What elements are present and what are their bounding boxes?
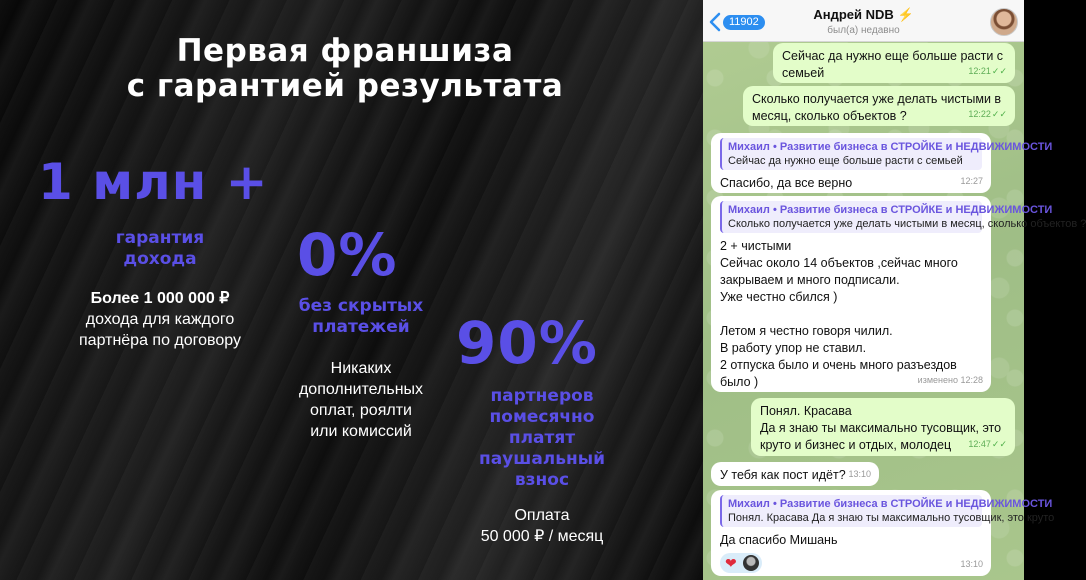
message-text: Да спасибо Мишань [720, 533, 838, 547]
stat-2-value: 0% [297, 221, 398, 289]
message-incoming[interactable] [711, 133, 1053, 193]
contact-name: Андрей NDB [813, 7, 894, 22]
stat-1-desc-bold: Более 1 000 000 ₽ [90, 290, 230, 307]
stat-3-caption-line: взнос [514, 470, 570, 490]
message-text: 2 + чистыми Сейчас около 14 объектов ,сейчас много закрываем и много подписали. Уже честно сбился ) Летом я честно говоря чилил. В работу упор не ставил. 2 отпуска было и очень много разъездов было ) [720, 239, 958, 389]
promo-title [60, 34, 630, 104]
reply-quote[interactable] [720, 201, 1086, 233]
stat-3-caption-line: платят [508, 428, 576, 448]
stat-1-caption-line: гарантия [115, 228, 205, 248]
reactor-avatar [743, 555, 759, 571]
reply-quote[interactable] [720, 495, 1055, 527]
double-check-icon: ✓✓ [991, 439, 1007, 449]
message-time: 12:27 [960, 176, 983, 186]
reactions [720, 553, 982, 573]
message-time: 12:21✓✓ [968, 66, 1007, 76]
message-text: У тебя как пост идёт? [720, 468, 846, 482]
stat-1-value: 1 млн + [38, 153, 269, 211]
message-time: 13:10 [960, 559, 983, 569]
stat-3-value: 90% [456, 309, 598, 377]
unread-count-badge: 11902 [723, 15, 765, 30]
stat-1-desc-line: дохода для каждого [85, 311, 235, 328]
promo-title-line: Первая франшиза [176, 33, 514, 69]
message-outgoing[interactable] [751, 398, 1015, 456]
reaction-chip[interactable] [720, 553, 762, 573]
stat-3-description [452, 505, 632, 547]
message-incoming[interactable] [711, 462, 879, 486]
reply-text: Сейчас да нужно еще больше расти с семьей [728, 155, 963, 167]
chat-header [703, 0, 1024, 42]
double-check-icon: ✓✓ [991, 66, 1007, 76]
stat-1-description [40, 288, 280, 351]
stat-2-desc-line: или комиссий [310, 423, 412, 440]
message-time: изменено 12:28 [917, 375, 983, 385]
stat-1-caption [60, 228, 260, 270]
reply-author: Михаил • Развитие бизнеса в СТРОЙКЕ и НЕДВИЖИМОСТИ [728, 204, 1053, 216]
reply-quote[interactable] [720, 138, 1053, 170]
message-time: 13:10 [848, 469, 871, 479]
double-check-icon: ✓✓ [991, 109, 1007, 119]
avatar[interactable] [990, 8, 1018, 36]
message-incoming[interactable] [711, 490, 1055, 576]
reply-author: Михаил • Развитие бизнеса в СТРОЙКЕ и НЕДВИЖИМОСТИ [728, 141, 1053, 153]
stat-2-desc-line: оплат, роялти [310, 402, 412, 419]
stat-2-caption [268, 296, 454, 338]
stat-3-caption-line: партнеров [490, 386, 594, 406]
stat-2-desc-line: Никаких [330, 360, 392, 377]
message-text: Сейчас да нужно еще больше расти с семьей [782, 49, 1004, 80]
stat-2-caption-line: платежей [312, 317, 410, 337]
stat-3-desc-line: Оплата [514, 507, 570, 524]
message-time: 12:22✓✓ [968, 109, 1007, 119]
chat-title[interactable] [703, 7, 1024, 23]
stat-3-caption-line: паушальный [478, 449, 606, 469]
message-text: Спасибо, да все верно [720, 176, 853, 190]
chat-panel [703, 0, 1086, 580]
heart-icon: ❤ [725, 555, 737, 571]
stat-3-caption [452, 386, 632, 491]
stat-2-desc-line: дополнительных [298, 381, 424, 398]
stat-3-caption-line: помесячно [489, 407, 595, 427]
reply-text: Понял. Красава Да я знаю ты максимально тусовщик, это круто [728, 512, 1055, 524]
lightning-icon: ⚡ [897, 7, 914, 22]
promo-title-line: с гарантией результата [126, 68, 564, 104]
contact-status: был(а) недавно [827, 25, 900, 36]
message-outgoing[interactable] [773, 43, 1015, 83]
stat-2-description [268, 358, 454, 442]
stat-3-desc-line: 50 000 ₽ / месяц [480, 528, 604, 545]
message-incoming[interactable] [711, 196, 1086, 392]
stat-1-caption-line: дохода [123, 249, 197, 269]
reply-text: Сколько получается уже делать чистыми в месяц, сколько объектов ? [728, 218, 1086, 230]
message-text: Понял. Красава Да я знаю ты максимально тусовщик, это круто и бизнес и отдых, молодец [760, 404, 1002, 452]
message-text: Сколько получается уже делать чистыми в месяц, сколько объектов ? [752, 92, 1002, 123]
message-outgoing[interactable] [743, 86, 1015, 126]
message-time: 12:47✓✓ [968, 439, 1007, 449]
reply-author: Михаил • Развитие бизнеса в СТРОЙКЕ и НЕДВИЖИМОСТИ [728, 498, 1053, 510]
stat-2-caption-line: без скрытых [298, 296, 424, 316]
stat-1-desc-line: партнёра по договору [79, 332, 241, 349]
